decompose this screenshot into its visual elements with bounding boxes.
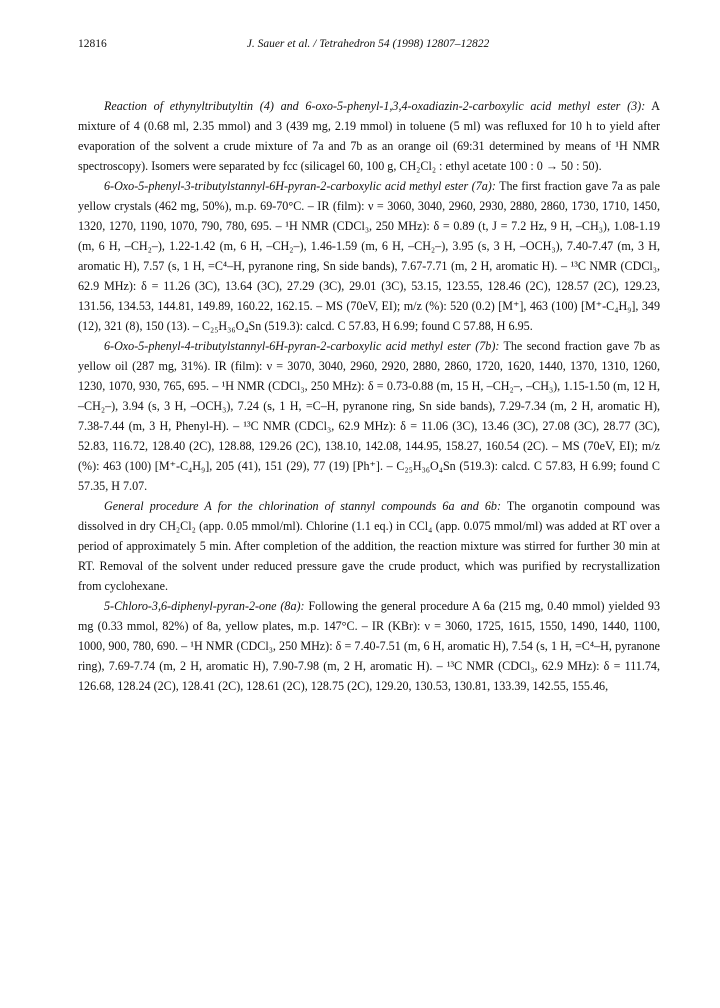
paragraph-compound-7b <box>78 336 660 496</box>
paragraph-heading: 6-Oxo-5-phenyl-3-tributylstannyl-6H-pyran-2-carboxylic acid methyl ester (7a): <box>104 179 496 193</box>
paragraph-text: Following the general procedure A 6a (215 mg, 0.40 mmol) yielded 93 mg (0.33 mmol, 82%) of 8a, yellow plates, m.p. 147°C. – IR (KBr): ν = 3060, 1725, 1615, 1550, 1490, 1440, 1100, 1000, 900, 780, 690. – ¹H NMR (CDCl₃, 250 MHz): δ = 7.40-7.51 (m, 6 H, aromatic H), 7.54 (s, 1 H, =C⁴–H, pyranone ring), 7.69-7.74 (m, 2 H, aromatic H), 7.90-7.98 (m, 2 H, aromatic H). – ¹³C NMR (CDCl₃, 62.9 MHz): δ = 111.74, 126.68, 128.24 (2C), 128.41 (2C), 128.61 (2C), 128.75 (2C), 129.20, 130.53, 130.81, 133.39, 142.55, 155.46, <box>78 599 660 693</box>
paragraph-heading: 5-Chloro-3,6-diphenyl-pyran-2-one (8a): <box>104 599 305 613</box>
running-head: J. Sauer et al. / Tetrahedron 54 (1998) 12807–12822 <box>246 38 490 50</box>
paragraph-general-procedure-a <box>78 496 660 596</box>
paragraph-heading: General procedure A for the chlorination of stannyl compounds 6a and 6b: <box>104 499 501 513</box>
paragraph-text: The second fraction gave 7b as yellow oil (287 mg, 31%). IR (film): ν = 3070, 3040, 2960, 2920, 2880, 2860, 1720, 1620, 1440, 1370, 1310, 1260, 1230, 1070, 930, 765, 695. – ¹H NMR (CDCl₃, 250 MHz): δ = 0.73-0.88 (m, 15 H, –CH₂–, –CH₃), 1.15-1.50 (m, 12 H, –CH₂–), 3.94 (s, 3 H, –OCH₃), 7.24 (s, 1 H, =C–H, pyranone ring, Sn side bands), 7.29-7.34 (m, 2 H, aromatic H), 7.38-7.44 (m, 3 H, Phenyl-H). – ¹³C NMR (CDCl₃, 62.9 MHz): δ = 11.06 (3C), 13.46 (3C), 27.08 (3C), 28.77 (3C), 52.83, 116.72, 128.40 (2C), 128.88, 129.26 (2C), 138.10, 142.08, 144.95, 158.27, 160.54 (2C). – MS (70eV, EI); m/z (%): 463 (100) [M⁺-C₄H₉], 205 (41), 151 (29), 77 (19) [Ph⁺]. – C₂₅H₃₆O₄Sn (519.3): calcd. C 57.83, H 6.99; found C 57.35, H 7.07. <box>78 339 660 493</box>
page-number: 12816 <box>78 38 107 50</box>
article-body <box>78 96 660 696</box>
paragraph-compound-7a <box>78 176 660 336</box>
paragraph-text: A mixture of 4 (0.68 ml, 2.35 mmol) and 3 (439 mg, 2.19 mmol) in toluene (5 ml) was refluxed for 10 h to yield after evaporation of the solvent a crude mixture of 7a and 7b as an orange oil (69:31 determined by means of ¹H NMR spectroscopy). Isomers were separated by fcc (silicagel 60, 100 g, CH₂Cl₂ : ethyl acetate 100 : 0 → 50 : 50). <box>78 99 660 173</box>
paragraph-compound-8a <box>78 596 660 696</box>
page-header <box>78 36 658 52</box>
paragraph-reaction <box>78 96 660 176</box>
paragraph-heading: 6-Oxo-5-phenyl-4-tributylstannyl-6H-pyran-2-carboxylic acid methyl ester (7b): <box>104 339 500 353</box>
paragraph-text: The organotin compound was dissolved in dry CH₂Cl₂ (app. 0.05 mmol/ml). Chlorine (1.1 eq.) in CCl₄ (app. 0.075 mmol/ml) was added at RT over a period of approximately 5 min. After completion of the addition, the reaction mixture was stirred for further 30 min at RT. Removal of the solvent under reduced pressure gave the crude product, which was purified by recrystallization from cyclohexane. <box>78 499 660 593</box>
paragraph-heading: Reaction of ethynyltributyltin (4) and 6-oxo-5-phenyl-1,3,4-oxadiazin-2-carboxylic acid methyl ester (3): <box>104 99 646 113</box>
paragraph-text: The first fraction gave 7a as pale yellow crystals (462 mg, 50%), m.p. 69-70°C. – IR (film): ν = 3060, 3040, 2960, 2930, 2880, 2860, 1730, 1710, 1450, 1320, 1270, 1190, 1070, 790, 780, 695. – ¹H NMR (CDCl₃, 250 MHz): δ = 0.89 (t, J = 7.2 Hz, 9 H, –CH₃), 1.08-1.19 (m, 6 H, –CH₂–), 1.22-1.42 (m, 6 H, –CH₂–), 1.46-1.59 (m, 6 H, –CH₂–), 3.95 (s, 3 H, –OCH₃), 7.40-7.47 (m, 3 H, aromatic H), 7.57 (s, 1 H, =C⁴–H, pyranone ring, Sn side bands), 7.67-7.71 (m, 2 H, aromatic H). – ¹³C NMR (CDCl₃, 62.9 MHz): δ = 11.26 (3C), 13.64 (3C), 27.29 (3C), 29.01 (3C), 53.15, 123.55, 128.46 (2C), 128.57 (2C), 129.23, 131.56, 134.53, 144.81, 149.89, 160.22, 162.15. – MS (70eV, EI); m/z (%): 520 (0.2) [M⁺], 463 (100) [M⁺-C₄H₉], 349 (12), 321 (8), 150 (13). – C₂₅H₃₆O₄Sn (519.3): calcd. C 57.83, H 6.99; found C 57.88, H 6.95. <box>78 179 660 333</box>
